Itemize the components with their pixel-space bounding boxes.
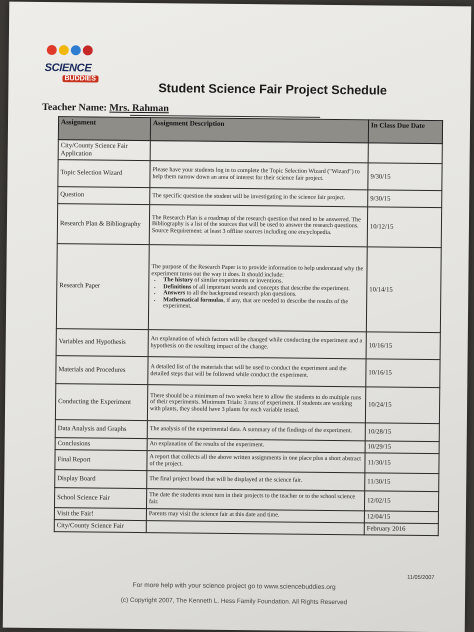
assignment-cell: Visit the Fair!	[54, 508, 146, 521]
logo-sub: BUDDIES	[64, 75, 97, 83]
assignment-cell: Materials and Procedures	[56, 356, 148, 385]
due-date-cell: 11/30/15	[365, 453, 439, 474]
due-date-cell: 10/16/15	[366, 332, 440, 360]
description-cell: The Research Plan is a roadmap of the research question that need to be answered. The Bibliography is a list of the sources that will be used to answer the research questions. Source Requirement: at least 3 offline sources including one encyclopedia.	[149, 205, 367, 247]
assignment-cell: Data Analysis and Graphs	[55, 420, 147, 439]
research-paper-intro: The purpose of the Research Paper is to provide information to help understand why the experiment turns out the way it does. It should include:	[151, 264, 364, 279]
assignment-cell: Variables and Hypothesis	[56, 329, 148, 357]
header-description: Assignment Description	[150, 118, 368, 143]
due-date-cell: 9/30/15	[368, 190, 442, 208]
description-cell: The analysis of the experimental data. A summary of the findings of the experiment.	[147, 421, 365, 441]
teacher-name: Mrs. Rahman	[109, 102, 169, 115]
page-title: Student Science Fair Project Schedule	[158, 81, 387, 98]
table-row	[55, 384, 439, 424]
logo-word: SCIENCE	[44, 61, 92, 75]
description-cell	[148, 245, 367, 332]
description-cell: The specific question the student will be investigating in the science fair project.	[150, 188, 368, 207]
footer-help-text: For more help with your science project go to www.sciencebuddies.org	[132, 581, 336, 592]
description-cell: Parents may visit the science fair at this date and time.	[146, 509, 364, 523]
list-item: • Mathematical formulas, if any, that are needed to describe the results of the experiment.	[163, 297, 364, 312]
teacher-label: Teacher Name:	[42, 101, 107, 114]
assignment-cell: Question	[58, 187, 150, 205]
header-assignment: Assignment	[58, 117, 150, 141]
assignment-cell: Conducting the Experiment	[55, 384, 147, 421]
description-cell: A report that collects all the above written assignments in one place plus a short abstract of the project.	[147, 451, 365, 473]
due-date-cell: 10/14/15	[366, 247, 441, 333]
logo-dots	[47, 42, 93, 58]
assignment-cell: Research Paper	[56, 244, 149, 330]
logo-dot	[71, 45, 81, 55]
description-cell	[146, 521, 364, 535]
assignment-cell: Research Plan & Bibliography	[57, 204, 149, 245]
description-cell: An explanation of the results of the experiment.	[147, 439, 365, 453]
due-date-cell: 10/29/15	[365, 441, 439, 454]
description-cell	[150, 141, 368, 163]
description-cell: There should be a minimum of two weeks here to allow the students to do multiple runs of their experiments. Minimum Trials: 3 runs of experiment. If students are working with plants, they should have 3 plants for each variable tested.	[147, 385, 365, 423]
assignment-cell: Conclusions	[55, 438, 147, 451]
assignment-cell: School Science Fair	[54, 488, 146, 509]
table-row	[56, 244, 441, 333]
description-cell: The date the students must turn in their projects to the teacher or to the school science fair.	[146, 489, 364, 511]
due-date-cell: 10/28/15	[365, 423, 439, 442]
logo-dot	[59, 45, 69, 55]
due-date-cell: 10/16/15	[366, 359, 440, 388]
list-item: • The history of similar experiments or inventions.	[163, 277, 364, 286]
research-paper-bullets	[151, 277, 364, 312]
due-date-cell: 10/12/15	[367, 207, 441, 248]
document-page	[3, 2, 472, 632]
due-date-cell: 12/04/15	[364, 511, 438, 524]
version-note: 11/05/2007	[407, 574, 435, 582]
assignment-cell: City/County Science Fair	[54, 520, 146, 533]
assignment-cell: City/County Science Fair Application	[58, 140, 150, 161]
assignment-cell: Final Report	[55, 450, 147, 471]
schedule-table	[54, 116, 443, 536]
description-cell: Please have your students log in to complete the Topic Selection Wizard ("Wizard") to help them narrow down an area of interest for their science fair project.	[150, 161, 368, 190]
teacher-line	[42, 102, 169, 114]
list-item: • Answers to all the background research plan questions.	[163, 291, 364, 300]
description-cell: An explanation of which factors will be changed while conducting the experiment and a hypothesis on the resulting impact of the change.	[148, 330, 366, 359]
header-due-date: In Class Due Date	[368, 120, 442, 144]
due-date-cell: 12/02/15	[364, 491, 438, 512]
table-row	[56, 329, 440, 360]
due-date-cell: 11/30/15	[365, 473, 439, 492]
list-item: • Definitions of all important words and concepts that describe the experiment.	[163, 284, 364, 293]
footer-copyright: (c) Copyright 2007, The Kenneth L. Hess Family Foundation. All Rights Reserved	[120, 596, 348, 607]
logo-dot	[47, 45, 57, 55]
due-date-cell	[368, 143, 442, 164]
table-row	[56, 356, 440, 388]
table-row	[57, 204, 441, 248]
due-date-cell: 9/30/15	[368, 163, 442, 191]
logo-dot	[83, 45, 93, 55]
due-date-cell: 10/24/15	[365, 387, 439, 424]
assignment-cell: Display Board	[55, 470, 147, 489]
description-cell: A detailed list of the materials that will be used to conduct the experiment and the detailed steps that will be followed while conduct the experiment.	[148, 357, 366, 387]
table-row	[58, 160, 442, 191]
due-date-cell: February 2016	[364, 523, 438, 536]
description-cell: The final project board that will be displayed at the science fair.	[147, 471, 365, 491]
science-buddies-logo	[40, 42, 111, 93]
assignment-cell: Topic Selection Wizard	[58, 160, 150, 188]
